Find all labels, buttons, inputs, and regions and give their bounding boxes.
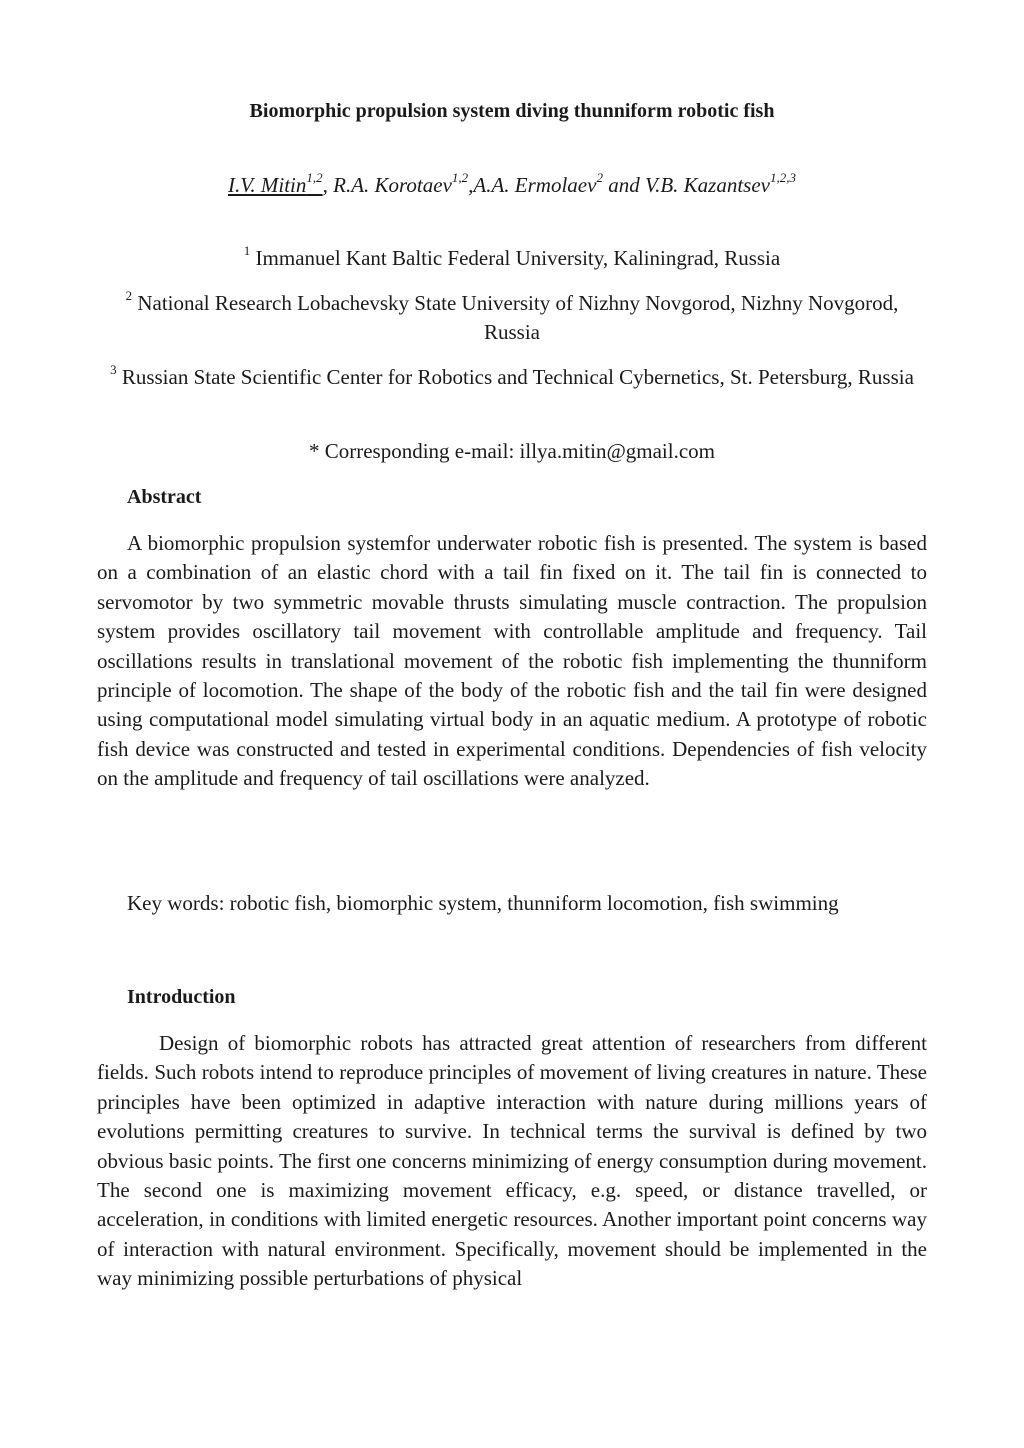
affiliation-2: $^2$ National Research Lobachevsky State University of Nizhny Novgorod, Nizhny Novgorod, Russia xyxy=(125,288,899,344)
keywords-line: Key words: robotic fish, biomorphic system, thunniform locomotion, fish swimming xyxy=(127,891,839,915)
author-separator: and xyxy=(602,173,645,197)
author-affiliation-mark: 1,2 xyxy=(306,170,323,185)
author-list xyxy=(0,171,1024,199)
introduction-body: Design of biomorphic robots has attracted great attention of researchers from different fields. Such robots intend to reproduce principles of movement of living creatures in nature. These principles have been optimized in adaptive interaction with nature during millions years of evolutions permitting creatures to survive. In technical terms the survival is defined by two obvious basic points. The first one concerns minimizing of energy consumption during movement. The second one is maximizing movement efficacy, e.g. speed, or distance travelled, or acceleration, in conditions with limited energetic resources. Another important point concerns way of interaction with natural environment. Specifically, movement should be implemented in the way minimizing possible perturbations of physical xyxy=(97,1031,927,1291)
introduction-heading: Introduction xyxy=(127,986,236,1008)
author-affiliation-mark: 1,2,3 xyxy=(769,170,796,185)
author-affiliation-mark: 1,2 xyxy=(451,170,469,185)
author-name: I.V. Mitin$^{1,2}$ xyxy=(228,170,323,197)
author-affiliation-mark: 2 xyxy=(596,170,603,185)
author-name: V.B. Kazantsev xyxy=(644,173,770,197)
author-name: R.A. Korotaev xyxy=(333,173,452,197)
affiliation-3: $^3$ Russian State Scientific Center for Robotics and Technical Cybernetics, St. Petersburg, Russia xyxy=(110,362,914,389)
author-separator: , xyxy=(322,173,334,197)
corresponding-email: * Corresponding e-mail: illya.mitin@gmail.com xyxy=(308,439,716,463)
paper-title: Biomorphic propulsion system diving thunniform robotic fish xyxy=(249,100,775,122)
author-name: A.A. Ermolaev xyxy=(473,173,597,197)
abstract-body: A biomorphic propulsion systemfor underwater robotic fish is presented. The system is based on a combination of an elastic chord with a tail fin fixed on it. The tail fin is connected to servomotor by two symmetric movable thrusts simulating muscle contraction. The propulsion system provides oscillatory tail movement with controllable amplitude and frequency. Tail oscillations results in translational movement of the robotic fish implementing the thunniform principle of locomotion. The shape of the body of the robotic fish and the tail fin were designed using computational model simulating virtual body in an aquatic medium. A prototype of robotic fish device was constructed and tested in experimental conditions. Dependencies of fish velocity on the amplitude and frequency of tail oscillations were analyzed. xyxy=(97,531,927,791)
abstract-heading: Abstract xyxy=(127,486,202,508)
author-separator: , xyxy=(468,173,474,197)
affiliation-1: $^1$ Immanuel Kant Baltic Federal University, Kaliningrad, Russia xyxy=(243,243,781,270)
